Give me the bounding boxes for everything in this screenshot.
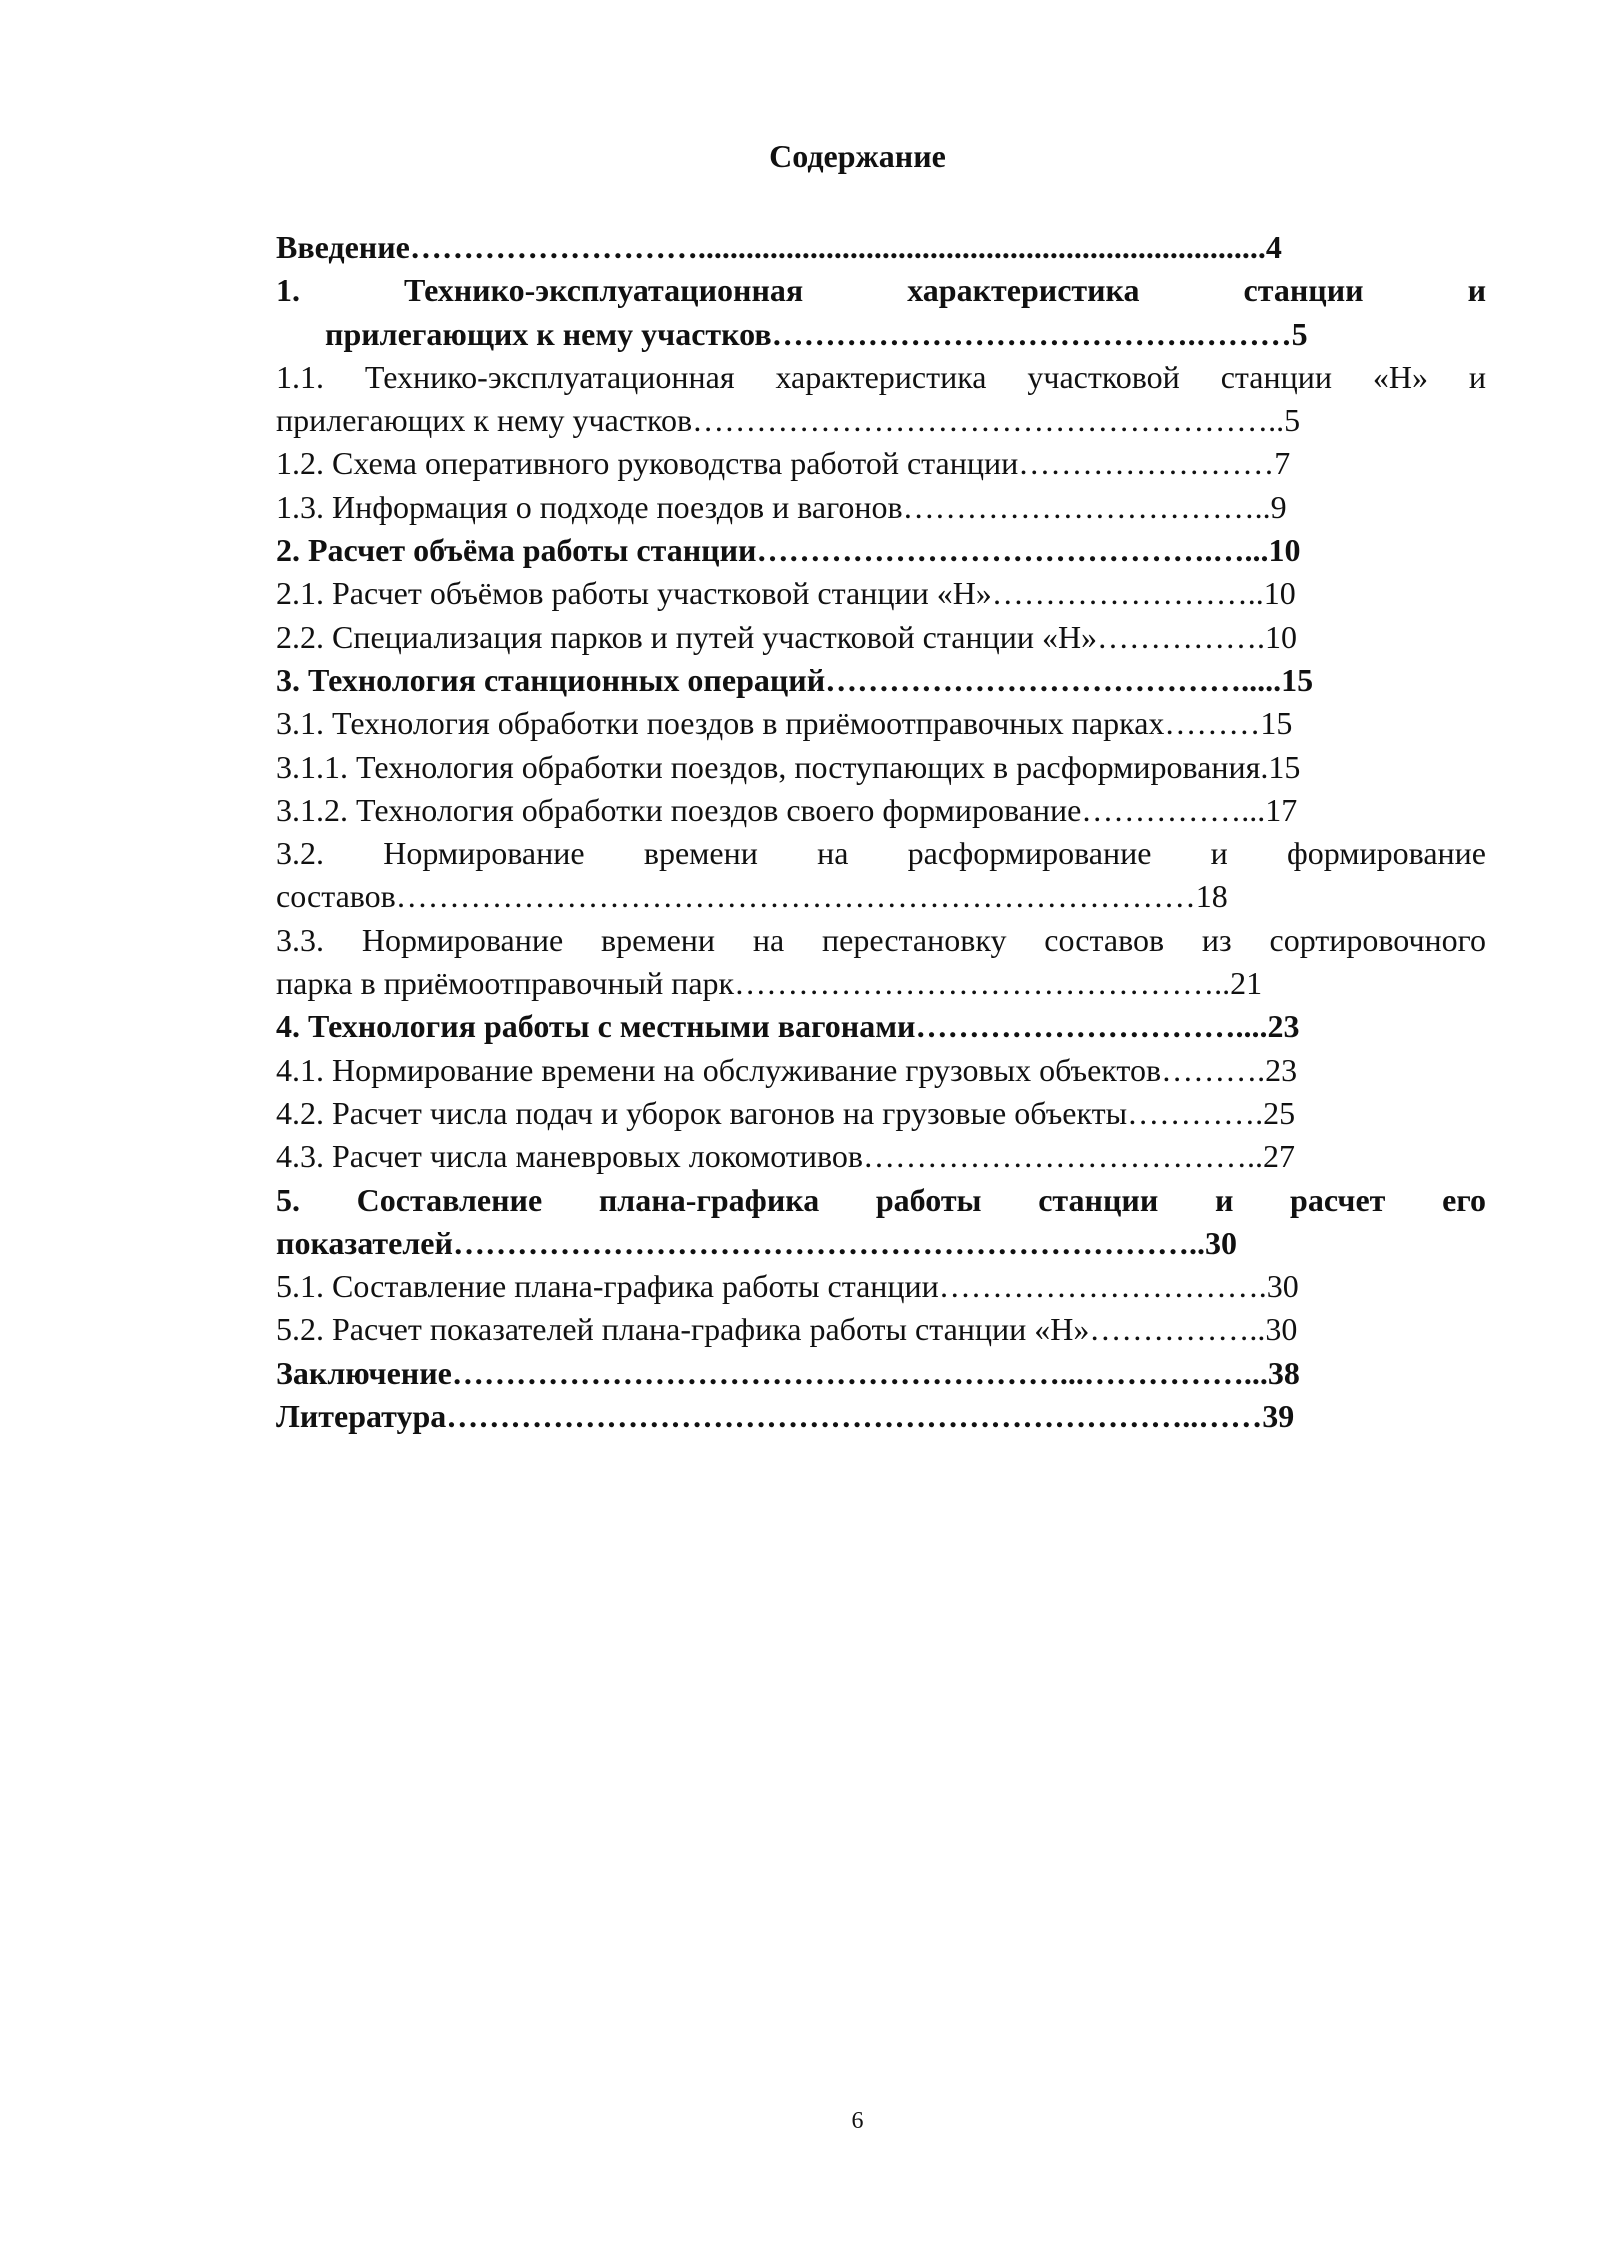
toc-entry: 4. Технология работы с местными вагонами…………………………....23 [276,1008,1300,1045]
toc-entry: 5.1. Составление плана-графика работы станции………………………….30 [276,1268,1299,1305]
toc-entry: 1. Технико-эксплуатационная характеристика станции и [276,272,1486,309]
toc-entry: 5.2. Расчет показателей плана-графика работы станции «Н»……………..30 [276,1311,1298,1348]
toc-entry: 1.1. Технико-эксплуатационная характеристика участковой станции «Н» и [276,358,1486,395]
toc-entry: 1.2. Схема оперативного руководства работой станции……………………7 [276,445,1291,482]
toc-entry: 4.1. Нормирование времени на обслуживание грузовых объектов……….23 [276,1051,1298,1088]
toc-entry: 4.2. Расчет числа подач и уборок вагонов на грузовые объекты………….25 [276,1094,1296,1131]
toc-entry: парка в приёмоотправочный парк………………………………………..21 [276,965,1263,1002]
toc-entry: 1.3. Информация о подходе поездов и вагонов……………………………..9 [276,488,1287,525]
toc-entry: 3.1. Технология обработки поездов в приёмоотправочных парках………15 [276,705,1293,742]
page-number: 6 [851,2108,864,2134]
toc-entry: 3. Технология станционных операций………………………………….....15 [276,661,1314,698]
toc-entry: 2. Расчет объёма работы станции…………………………………….…...10 [276,532,1301,569]
toc-entry: 3.3. Нормирование времени на перестановку составов из сортировочного [276,921,1486,958]
toc-entry: Введение……………………….......................................................................4 [276,229,1282,265]
toc-entry: прилегающих к нему участков………………………………….………5 [325,315,1308,352]
toc-entry: 3.1.1. Технология обработки поездов, поступающих в расформирования.15 [276,748,1301,785]
toc-entry: 2.1. Расчет объёмов работы участковой станции «Н»……………………..10 [276,575,1296,612]
toc-entry: прилегающих к нему участков………………………………………………..5 [276,402,1301,439]
toc-title: Содержание [769,138,946,174]
toc-entry: 3.1.2. Технология обработки поездов своего формирование……………...17 [276,791,1298,828]
toc-entry: 4.3. Расчет числа маневровых локомотивов………………………………..27 [276,1138,1295,1175]
toc-entry: Заключение…………………………………………………...……………...38 [276,1354,1300,1391]
toc-entry: Литература……………………………………………………………..……39 [276,1398,1295,1435]
toc-entry: составов…………………………………………………………………18 [276,878,1228,915]
toc-entry: 2.2. Специализация парков и путей участковой станции «Н»…………….10 [276,618,1298,655]
toc-entry: показателей……………………………………………………………..30 [276,1224,1237,1261]
toc-entry: 3.2. Нормирование времени на расформирование и формирование [276,835,1486,872]
table-of-contents [276,226,1486,1438]
toc-entry: 5. Составление плана-графика работы станции и расчет его [276,1181,1486,1218]
